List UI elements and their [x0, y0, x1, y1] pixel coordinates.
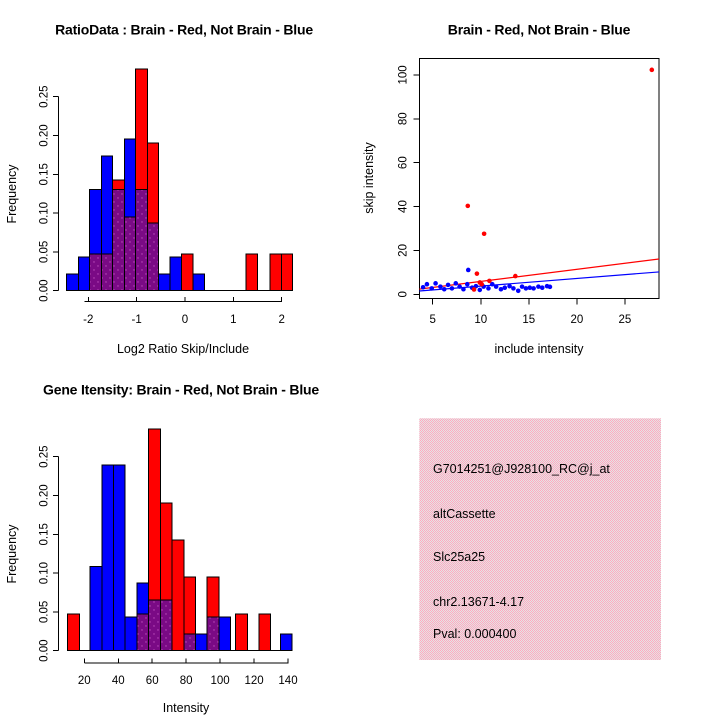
scatter-point-blue: [442, 287, 447, 292]
scatter-point-red: [475, 271, 480, 276]
y-tick-label: 0.15: [38, 523, 51, 546]
x-tick-label: 60: [145, 675, 159, 687]
histogram-bar-red: [184, 577, 196, 634]
histogram-bar-overlap: [101, 254, 112, 291]
x-tick-label: 20: [77, 675, 91, 687]
y-tick-label: 0: [397, 291, 410, 298]
histogram-bar-overlap: [184, 634, 196, 651]
x-tick-label: 25: [618, 314, 632, 326]
panel-gene-intensity-histogram: [5, 382, 319, 716]
histogram-bar-blue: [90, 566, 102, 650]
y-tick-label: 60: [397, 156, 410, 170]
y-tick-label: 0.05: [38, 600, 51, 624]
histogram-bar-blue: [113, 465, 125, 651]
histogram-bar-red: [270, 254, 281, 291]
x-tick-label: 140: [278, 675, 298, 687]
y-tick-label: 20: [397, 244, 410, 257]
x-tick-label: 10: [474, 314, 488, 326]
x-tick-label: 120: [244, 675, 264, 687]
y-tick-label: 0.25: [38, 85, 51, 108]
y-tick-label: 0.25: [38, 445, 51, 468]
scatter-point-blue: [477, 288, 482, 293]
y-tick-label: 0.00: [38, 639, 51, 662]
histogram-bar-blue: [281, 634, 293, 651]
histogram-bar-red: [246, 254, 257, 291]
panel1-plot-area: [39, 69, 293, 326]
info-pval: Pval: 0.000400: [433, 627, 517, 641]
histogram-bar-blue: [78, 257, 89, 291]
panel2-x-axis-label: include intensity: [494, 342, 584, 356]
panel3-x-axis-label: Intensity: [162, 701, 210, 715]
scatter-point-blue: [429, 286, 434, 291]
scatter-point-blue: [524, 286, 529, 291]
x-tick-label: 20: [570, 314, 584, 326]
x-tick-label: -2: [83, 314, 94, 326]
panel3-plot-area: [39, 429, 298, 687]
histogram-bar-overlap: [160, 600, 172, 651]
scatter-point-blue: [531, 286, 536, 291]
scatter-point-blue: [450, 286, 455, 291]
scatter-point-blue: [421, 285, 426, 290]
histogram-bar-blue: [101, 156, 112, 254]
x-tick-label: 80: [179, 675, 193, 687]
x-tick-label: 5: [429, 314, 436, 326]
histogram-bar-blue: [170, 257, 182, 291]
scatter-point-blue: [511, 286, 516, 291]
scatter-point-blue: [502, 285, 507, 290]
y-tick-label: 40: [397, 200, 410, 213]
histogram-bar-blue: [67, 274, 79, 291]
histogram-bar-blue: [193, 274, 204, 291]
info-event-type: altCassette: [433, 507, 496, 521]
histogram-bar-overlap: [149, 600, 161, 651]
scatter-point-red: [472, 287, 477, 292]
panel1-title: RatioData : Brain - Red, Not Brain - Blue: [55, 21, 313, 38]
panel3-y-axis-label: Frequency: [5, 524, 19, 584]
histogram-bar-blue: [219, 617, 231, 651]
scatter-point-red: [479, 282, 484, 287]
info-gene-symbol: Slc25a25: [433, 550, 486, 564]
scatter-point-blue: [516, 288, 521, 293]
scatter-point-red: [482, 231, 487, 236]
histogram-bar-red: [147, 143, 158, 223]
scatter-point-red: [513, 274, 518, 279]
x-tick-label: 1: [230, 314, 237, 326]
panel3-title: Gene Itensity: Brain - Red, Not Brain - Blue: [43, 381, 319, 398]
y-tick-label: 0.10: [38, 561, 51, 585]
histogram-bar-blue: [102, 465, 114, 651]
x-tick-label: -1: [131, 314, 142, 326]
scatter-point-red: [487, 279, 492, 284]
histogram-bar-red: [160, 503, 172, 600]
histogram-bar-overlap: [90, 254, 102, 291]
scatter-point-blue: [527, 285, 532, 290]
scatter-point-blue: [540, 285, 545, 290]
histogram-bar-red: [68, 614, 80, 651]
histogram-bar-blue: [195, 634, 207, 651]
scatter-point-red: [650, 68, 655, 73]
histogram-bar-overlap: [147, 223, 158, 291]
panel-ratio-histogram: [5, 22, 313, 357]
y-tick-label: 0.05: [38, 240, 51, 264]
histogram-bar-blue: [124, 139, 135, 217]
histogram-bar-overlap: [136, 190, 148, 291]
histogram-bar-overlap: [207, 617, 219, 651]
scatter-point-blue: [548, 285, 553, 290]
scatter-point-blue: [425, 282, 430, 287]
histogram-bar-blue: [125, 617, 137, 651]
histogram-bar-red: [172, 540, 184, 651]
histogram-bar-red: [281, 254, 292, 291]
panel2-y-axis-label: skip intensity: [362, 142, 376, 214]
y-tick-label: 100: [397, 65, 410, 85]
histogram-bar-red: [113, 180, 125, 190]
scatter-point-blue: [486, 286, 491, 291]
plot-box: [419, 58, 659, 298]
histogram-bar-blue: [137, 583, 149, 614]
histogram-bar-overlap: [113, 190, 125, 291]
panel2-title: Brain - Red, Not Brain - Blue: [447, 21, 631, 38]
scatter-point-blue: [466, 268, 471, 273]
histogram-bar-red: [236, 614, 248, 651]
histogram-bar-overlap: [137, 614, 149, 651]
info-genomic-location: chr2.13671-4.17: [433, 595, 525, 609]
scatter-point-blue: [446, 283, 451, 288]
y-tick-label: 0.20: [38, 124, 51, 147]
scatter-point-blue: [457, 284, 462, 289]
panel1-x-axis-label: Log2 Ratio Skip/Include: [116, 342, 250, 356]
y-tick-label: 0.20: [38, 484, 51, 507]
histogram-bar-red: [259, 614, 271, 651]
histogram-bar-red: [207, 577, 219, 617]
scatter-point-blue: [433, 281, 438, 286]
x-tick-label: 15: [522, 314, 536, 326]
x-tick-label: 40: [111, 675, 125, 687]
histogram-bar-blue: [90, 190, 102, 254]
x-tick-label: 100: [210, 675, 230, 687]
y-tick-label: 80: [397, 112, 410, 126]
info-panel-background: [419, 418, 661, 660]
histogram-bar-red: [136, 69, 148, 190]
histogram-bar-red: [149, 429, 161, 600]
x-tick-label: 2: [278, 314, 285, 326]
histogram-bar-red: [182, 254, 193, 291]
panel-intensity-scatter: [362, 22, 659, 357]
histogram-bar-overlap: [124, 217, 135, 291]
scatter-point-blue: [461, 287, 466, 292]
scatter-point-red: [465, 204, 470, 209]
scatter-point-blue: [507, 284, 512, 289]
info-panel: [419, 418, 661, 660]
x-tick-label: 0: [181, 314, 189, 326]
y-tick-label: 0.10: [38, 201, 51, 225]
scatter-point-blue: [465, 282, 470, 287]
panel1-y-axis-label: Frequency: [5, 164, 19, 224]
histogram-bar-blue: [159, 274, 170, 291]
scatter-point-blue: [453, 281, 458, 286]
y-tick-label: 0.00: [38, 279, 51, 302]
panel2-plot-area: [398, 58, 660, 326]
scatter-point-blue: [494, 284, 499, 289]
y-tick-label: 0.15: [38, 163, 51, 186]
scatter-point-blue: [438, 284, 443, 289]
info-probe-id: G7014251@J928100_RC@j_at: [433, 462, 610, 476]
